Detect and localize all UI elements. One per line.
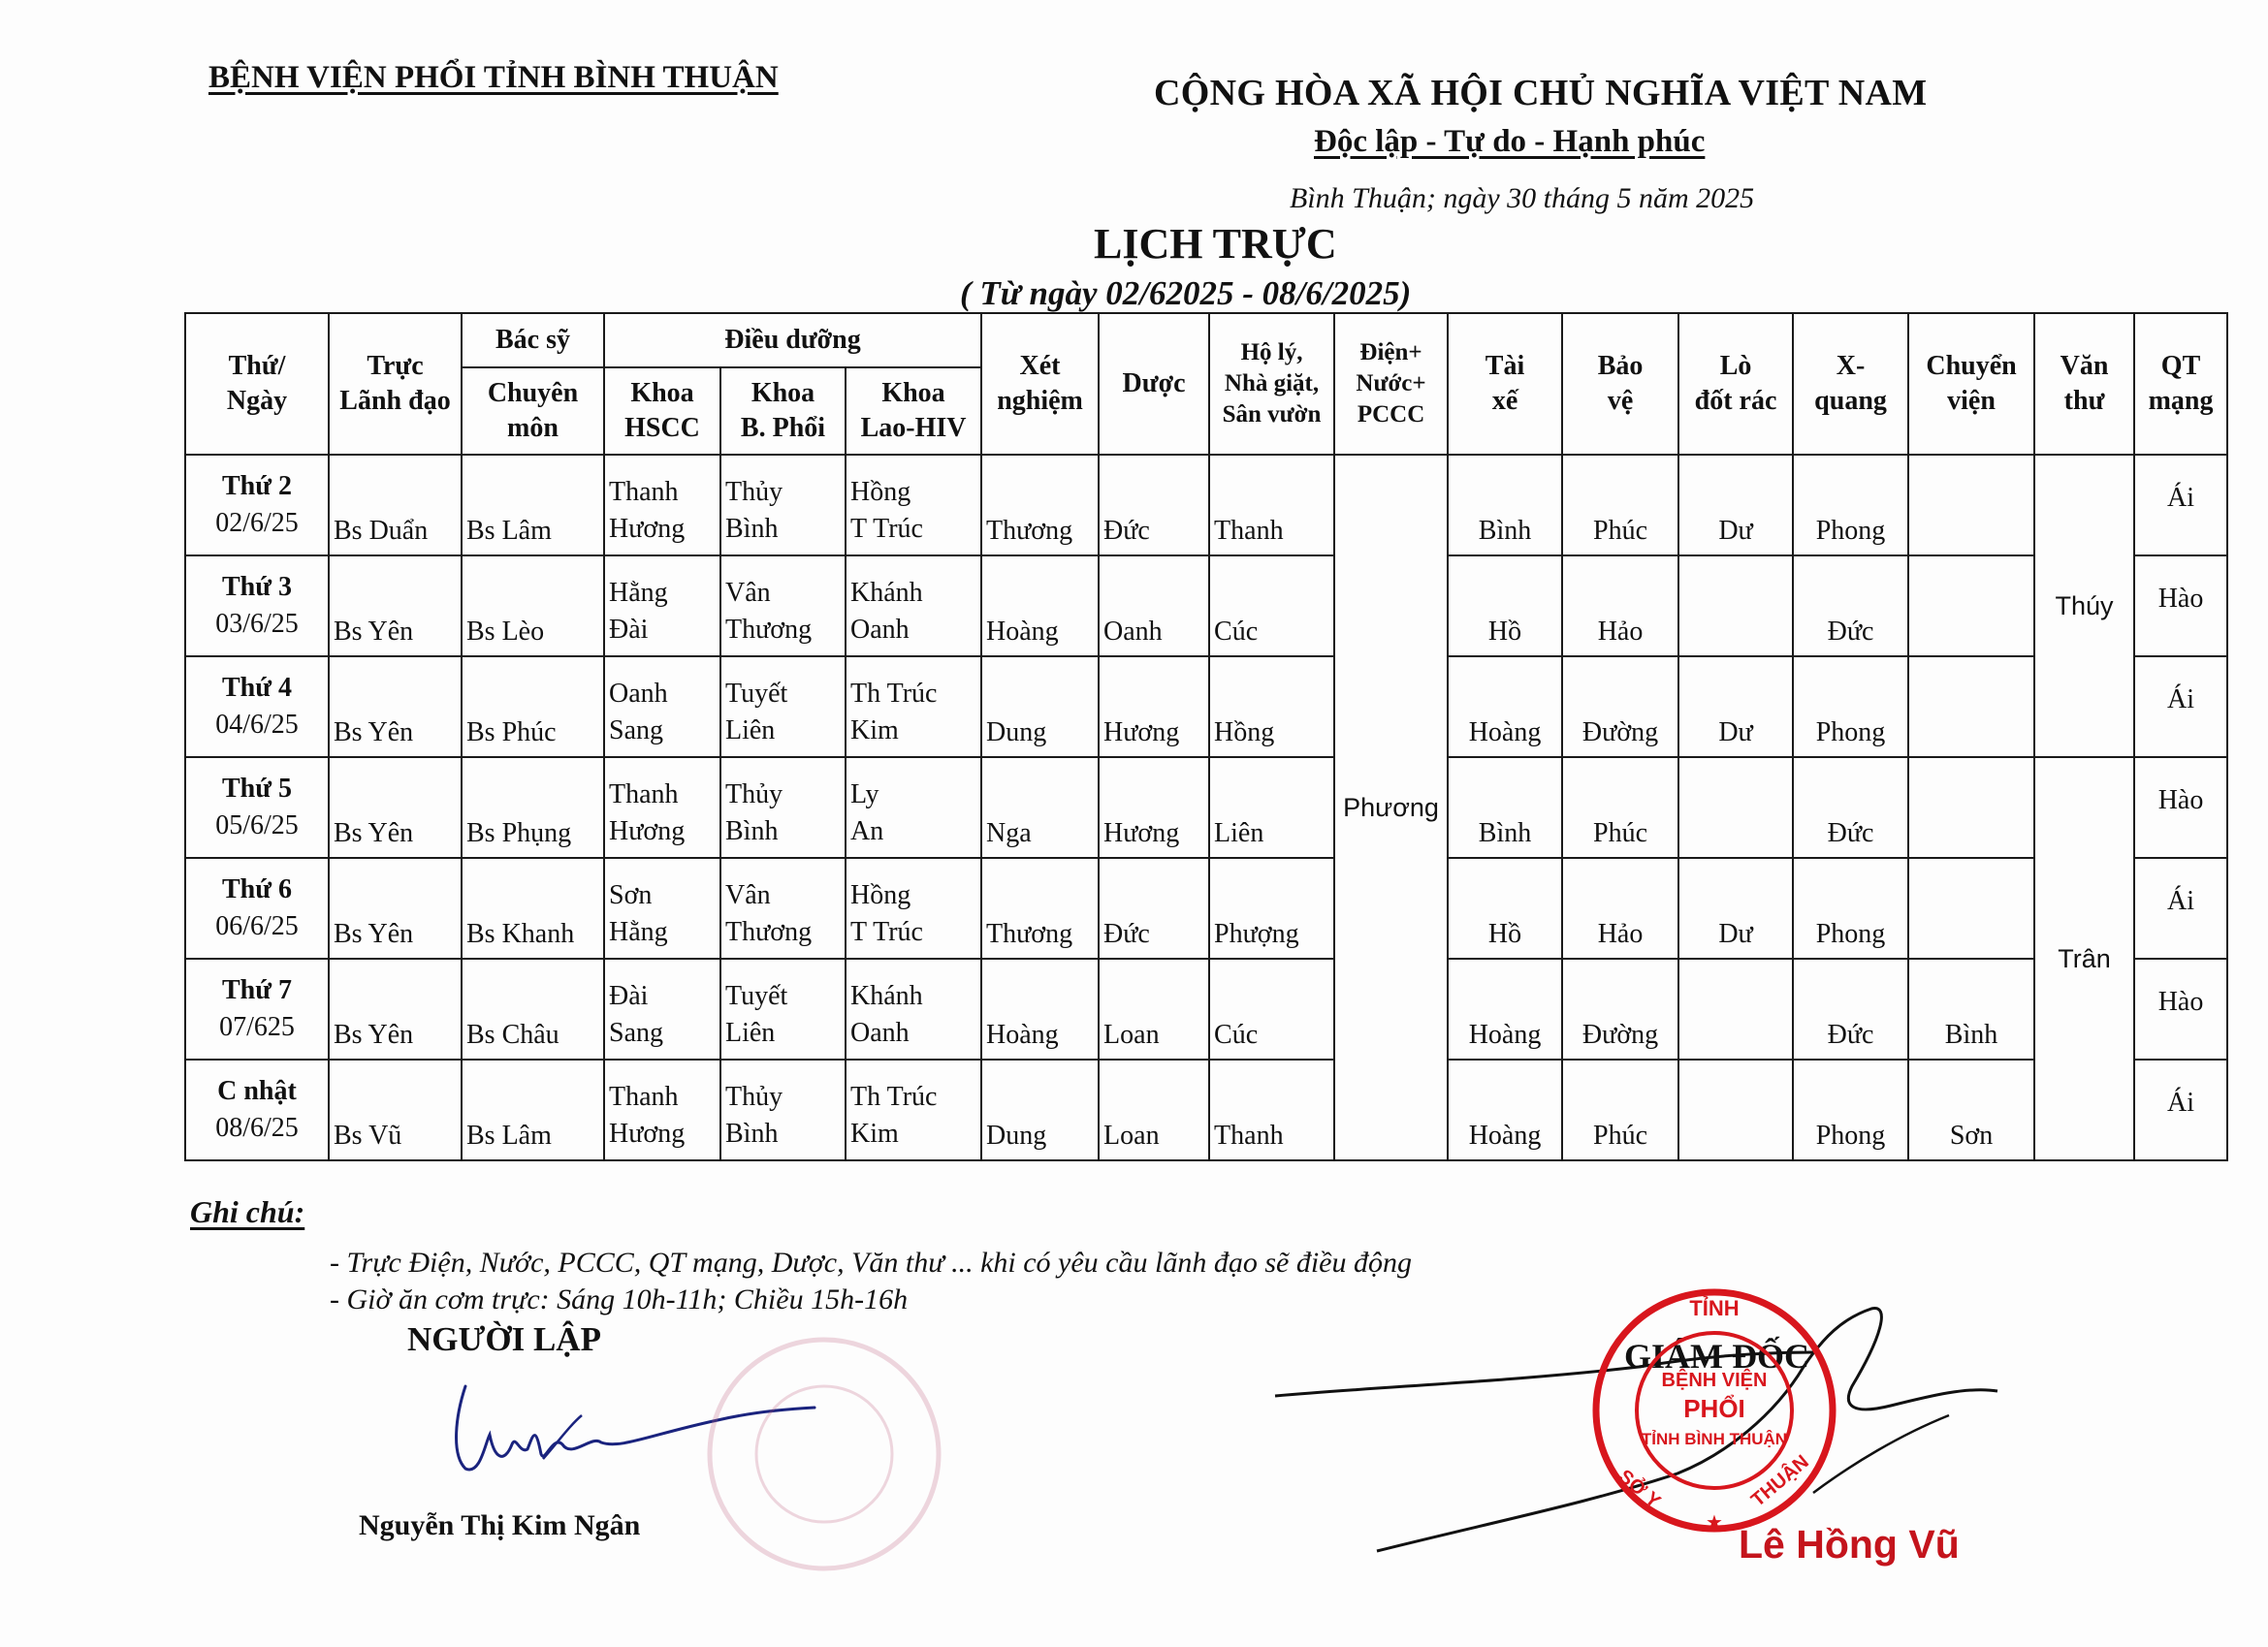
note-item: - Trực Điện, Nước, PCCC, QT mạng, Dược, Văn thư ... khi có yêu cầu lãnh đạo sẽ điều động bbox=[330, 1247, 1412, 1279]
doctor-cell: Bs Lâm bbox=[462, 1060, 604, 1160]
table-row bbox=[185, 656, 2227, 757]
header-transfer: Chuyển viện bbox=[1908, 313, 2034, 455]
stamp-left: SỞ Y bbox=[1613, 1465, 1665, 1513]
note-item: - Giờ ăn cơm trực: Sáng 10h-11h; Chiều 15h-16h bbox=[330, 1283, 909, 1315]
incinerator-cell bbox=[1678, 959, 1793, 1060]
header-driver: Tài xế bbox=[1448, 313, 1562, 455]
day-cell: Thứ 3 03/6/25 bbox=[185, 555, 329, 656]
network-cell: Ái bbox=[2134, 656, 2227, 757]
transfer-cell bbox=[1908, 858, 2034, 959]
preparer-title: NGƯỜI LẬP bbox=[407, 1320, 601, 1358]
leader-cell: Bs Vũ bbox=[329, 1060, 462, 1160]
network-cell: Hào bbox=[2134, 959, 2227, 1060]
header-xray: X- quang bbox=[1793, 313, 1908, 455]
leader-cell: Bs Yên bbox=[329, 959, 462, 1060]
transfer-cell: Sơn bbox=[1908, 1060, 2034, 1160]
pharmacy-cell: Hương bbox=[1099, 757, 1209, 858]
stamp-line2: PHỔI bbox=[1683, 1394, 1745, 1423]
pharmacy-cell: Oanh bbox=[1099, 555, 1209, 656]
transfer-cell bbox=[1908, 455, 2034, 555]
bphoi-cell: Tuyết Liên bbox=[720, 656, 846, 757]
header-day: Thứ/ Ngày bbox=[185, 313, 329, 455]
leader-cell: Bs Yên bbox=[329, 656, 462, 757]
day-cell: Thứ 4 04/6/25 bbox=[185, 656, 329, 757]
header-security: Bảo vệ bbox=[1562, 313, 1678, 455]
clerical-cell: Trân bbox=[2034, 757, 2134, 1160]
header-utilities: Điện+ Nước+ PCCC bbox=[1334, 313, 1448, 455]
xray-cell: Phong bbox=[1793, 1060, 1908, 1160]
lab-cell: Hoàng bbox=[981, 555, 1099, 656]
utilities-cell: Phương bbox=[1334, 455, 1448, 1160]
hscc-cell: Thanh Hương bbox=[604, 455, 720, 555]
network-cell: Ái bbox=[2134, 1060, 2227, 1160]
security-cell: Hảo bbox=[1562, 858, 1678, 959]
aid-cell: Cúc bbox=[1209, 959, 1334, 1060]
security-cell: Phúc bbox=[1562, 455, 1678, 555]
header-doctor: Chuyên môn bbox=[462, 367, 604, 455]
hscc-cell: Đài Sang bbox=[604, 959, 720, 1060]
header-bphoi: Khoa B. Phổi bbox=[720, 367, 846, 455]
table-row bbox=[185, 858, 2227, 959]
bphoi-cell: Thủy Bình bbox=[720, 1060, 846, 1160]
doctor-cell: Bs Lâm bbox=[462, 455, 604, 555]
security-cell: Hảo bbox=[1562, 555, 1678, 656]
laohiv-cell: Hồng T Trúc bbox=[846, 455, 981, 555]
incinerator-cell: Dư bbox=[1678, 656, 1793, 757]
security-cell: Đường bbox=[1562, 959, 1678, 1060]
national-title: CỘNG HÒA XÃ HỘI CHỦ NGHĨA VIỆT NAM bbox=[1154, 73, 1928, 113]
hospital-name: BỆNH VIỆN PHỔI TỈNH BÌNH THUẬN bbox=[208, 60, 779, 95]
bphoi-cell: Vân Thương bbox=[720, 858, 846, 959]
lab-cell: Dung bbox=[981, 656, 1099, 757]
aid-cell: Hồng bbox=[1209, 656, 1334, 757]
table-row bbox=[185, 455, 2227, 555]
stamp-line1: BỆNH VIỆN bbox=[1661, 1370, 1768, 1391]
pharmacy-cell: Đức bbox=[1099, 858, 1209, 959]
header-leader: Trực Lãnh đạo bbox=[329, 313, 462, 455]
incinerator-cell bbox=[1678, 1060, 1793, 1160]
header-network: QT mạng bbox=[2134, 313, 2227, 455]
stamp-star-icon: ★ bbox=[1706, 1512, 1723, 1534]
pharmacy-cell: Loan bbox=[1099, 959, 1209, 1060]
transfer-cell bbox=[1908, 555, 2034, 656]
bleed-through-stamp bbox=[698, 1328, 950, 1580]
hscc-cell: Oanh Sang bbox=[604, 656, 720, 757]
date-range: ( Từ ngày 02/62025 - 08/6/2025) bbox=[960, 274, 1412, 312]
transfer-cell bbox=[1908, 757, 2034, 858]
doctor-cell: Bs Lèo bbox=[462, 555, 604, 656]
hscc-cell: Thanh Hương bbox=[604, 757, 720, 858]
xray-cell: Đức bbox=[1793, 555, 1908, 656]
lab-cell: Hoàng bbox=[981, 959, 1099, 1060]
header-clerical: Văn thư bbox=[2034, 313, 2134, 455]
director-name: Lê Hồng Vũ bbox=[1739, 1522, 1960, 1567]
hscc-cell: Sơn Hằng bbox=[604, 858, 720, 959]
incinerator-cell bbox=[1678, 757, 1793, 858]
preparer-name: Nguyễn Thị Kim Ngân bbox=[359, 1509, 641, 1541]
doctor-cell: Bs Phụng bbox=[462, 757, 604, 858]
xray-cell: Phong bbox=[1793, 656, 1908, 757]
header-nurse-group: Điều dưỡng bbox=[604, 313, 981, 367]
lab-cell: Nga bbox=[981, 757, 1099, 858]
header-incinerator: Lò đốt rác bbox=[1678, 313, 1793, 455]
header-lab: Xét nghiệm bbox=[981, 313, 1099, 455]
stamp-top: TỈNH bbox=[1689, 1296, 1740, 1320]
leader-cell: Bs Yên bbox=[329, 555, 462, 656]
dateline: Bình Thuận; ngày 30 tháng 5 năm 2025 bbox=[1290, 182, 1755, 214]
network-cell: Hào bbox=[2134, 757, 2227, 858]
header-laohiv: Khoa Lao-HIV bbox=[846, 367, 981, 455]
national-motto: Độc lập - Tự do - Hạnh phúc bbox=[1314, 124, 1706, 159]
xray-cell: Đức bbox=[1793, 959, 1908, 1060]
header-hscc: Khoa HSCC bbox=[604, 367, 720, 455]
aid-cell: Thanh bbox=[1209, 1060, 1334, 1160]
table-row bbox=[185, 1060, 2227, 1160]
laohiv-cell: Th Trúc Kim bbox=[846, 1060, 981, 1160]
doctor-cell: Bs Phúc bbox=[462, 656, 604, 757]
driver-cell: Bình bbox=[1448, 757, 1562, 858]
notes-heading: Ghi chú: bbox=[190, 1194, 305, 1229]
pharmacy-cell: Hương bbox=[1099, 656, 1209, 757]
doctor-cell: Bs Khanh bbox=[462, 858, 604, 959]
laohiv-cell: Khánh Oanh bbox=[846, 959, 981, 1060]
pharmacy-cell: Loan bbox=[1099, 1060, 1209, 1160]
official-red-stamp bbox=[1588, 1284, 1840, 1536]
header-doctor-group: Bác sỹ bbox=[462, 313, 604, 367]
day-cell: Thứ 2 02/6/25 bbox=[185, 455, 329, 555]
director-title: GIÁM ĐỐC bbox=[1624, 1337, 1809, 1376]
aid-cell: Cúc bbox=[1209, 555, 1334, 656]
driver-cell: Hoàng bbox=[1448, 959, 1562, 1060]
table-row bbox=[185, 555, 2227, 656]
day-cell: C nhật 08/6/25 bbox=[185, 1060, 329, 1160]
duty-schedule-table bbox=[184, 312, 2228, 1161]
laohiv-cell: Hồng T Trúc bbox=[846, 858, 981, 959]
document-title: LỊCH TRỰC bbox=[1094, 220, 1337, 268]
day-cell: Thứ 7 07/625 bbox=[185, 959, 329, 1060]
laohiv-cell: Th Trúc Kim bbox=[846, 656, 981, 757]
network-cell: Ái bbox=[2134, 455, 2227, 555]
leader-cell: Bs Yên bbox=[329, 858, 462, 959]
transfer-cell: Bình bbox=[1908, 959, 2034, 1060]
lab-cell: Thương bbox=[981, 455, 1099, 555]
laohiv-cell: Ly An bbox=[846, 757, 981, 858]
pharmacy-cell: Đức bbox=[1099, 455, 1209, 555]
day-cell: Thứ 6 06/6/25 bbox=[185, 858, 329, 959]
xray-cell: Đức bbox=[1793, 757, 1908, 858]
driver-cell: Hoàng bbox=[1448, 656, 1562, 757]
aid-cell: Phượng bbox=[1209, 858, 1334, 959]
hscc-cell: Hằng Đài bbox=[604, 555, 720, 656]
aid-cell: Thanh bbox=[1209, 455, 1334, 555]
leader-cell: Bs Yên bbox=[329, 757, 462, 858]
security-cell: Đường bbox=[1562, 656, 1678, 757]
doctor-cell: Bs Châu bbox=[462, 959, 604, 1060]
laohiv-cell: Khánh Oanh bbox=[846, 555, 981, 656]
xray-cell: Phong bbox=[1793, 858, 1908, 959]
driver-cell: Hồ bbox=[1448, 858, 1562, 959]
driver-cell: Hoàng bbox=[1448, 1060, 1562, 1160]
day-cell: Thứ 5 05/6/25 bbox=[185, 757, 329, 858]
stamp-right: THUẬN bbox=[1747, 1450, 1813, 1511]
driver-cell: Bình bbox=[1448, 455, 1562, 555]
lab-cell: Thương bbox=[981, 858, 1099, 959]
security-cell: Phúc bbox=[1562, 757, 1678, 858]
leader-cell: Bs Duẩn bbox=[329, 455, 462, 555]
bphoi-cell: Vân Thương bbox=[720, 555, 846, 656]
xray-cell: Phong bbox=[1793, 455, 1908, 555]
security-cell: Phúc bbox=[1562, 1060, 1678, 1160]
bphoi-cell: Thủy Bình bbox=[720, 455, 846, 555]
network-cell: Hào bbox=[2134, 555, 2227, 656]
header-nursing-aid: Hộ lý, Nhà giặt, Sân vườn bbox=[1209, 313, 1334, 455]
stamp-line3: TỈNH BÌNH THUẬN bbox=[1641, 1430, 1788, 1448]
hscc-cell: Thanh Hương bbox=[604, 1060, 720, 1160]
bphoi-cell: Tuyết Liên bbox=[720, 959, 846, 1060]
bphoi-cell: Thủy Bình bbox=[720, 757, 846, 858]
incinerator-cell: Dư bbox=[1678, 858, 1793, 959]
incinerator-cell bbox=[1678, 555, 1793, 656]
table-row bbox=[185, 959, 2227, 1060]
network-cell: Ái bbox=[2134, 858, 2227, 959]
incinerator-cell: Dư bbox=[1678, 455, 1793, 555]
clerical-cell: Thúy bbox=[2034, 455, 2134, 757]
table-row bbox=[185, 757, 2227, 858]
lab-cell: Dung bbox=[981, 1060, 1099, 1160]
transfer-cell bbox=[1908, 656, 2034, 757]
header-pharmacy: Dược bbox=[1099, 313, 1209, 455]
aid-cell: Liên bbox=[1209, 757, 1334, 858]
driver-cell: Hồ bbox=[1448, 555, 1562, 656]
